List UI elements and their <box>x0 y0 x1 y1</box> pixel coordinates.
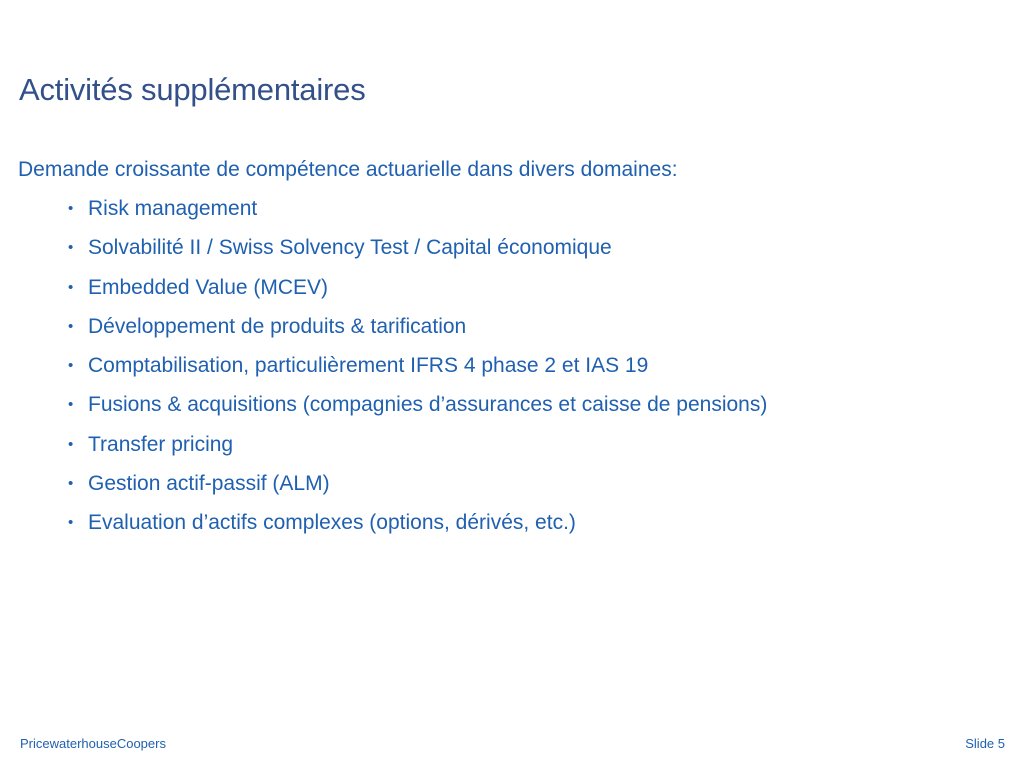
bullet-icon: • <box>68 239 74 257</box>
list-item <box>68 354 767 393</box>
bullet-icon: • <box>68 278 74 296</box>
list-item <box>68 236 767 275</box>
list-item <box>68 315 767 354</box>
list-item-text: Comptabilisation, particulièrement IFRS 4 phase 2 et IAS 19 <box>88 354 649 378</box>
list-item <box>68 433 767 472</box>
list-item-text: Evaluation d’actifs complexes (options, dérivés, etc.) <box>88 511 576 535</box>
list-item-text: Gestion actif-passif (ALM) <box>88 472 330 496</box>
footer-company: PricewaterhouseCoopers <box>20 736 166 751</box>
bullet-list <box>68 197 767 551</box>
list-item <box>68 511 767 550</box>
bullet-icon: • <box>68 396 74 414</box>
slide-title: Activités supplémentaires <box>19 72 366 107</box>
footer-slide-number: Slide 5 <box>965 736 1005 751</box>
list-item <box>68 276 767 315</box>
list-item-text: Transfer pricing <box>88 432 234 456</box>
list-item-text: Solvabilité II / Swiss Solvency Test / Capital économique <box>88 236 612 260</box>
list-item-text: Risk management <box>88 197 258 220</box>
list-item-text: Embedded Value (MCEV) <box>88 275 329 299</box>
bullet-icon: • <box>68 200 74 217</box>
bullet-icon: • <box>68 514 74 532</box>
list-item <box>68 197 767 236</box>
list-item <box>68 393 767 432</box>
bullet-icon: • <box>68 317 74 335</box>
list-item-text: Développement de produits & tarification <box>88 314 467 338</box>
bullet-icon: • <box>68 475 74 493</box>
list-item-text: Fusions & acquisitions (compagnies d’assurances et caisse de pensions) <box>88 393 768 417</box>
list-item <box>68 472 767 511</box>
intro-text: Demande croissante de compétence actuarielle dans divers domaines: <box>18 158 678 181</box>
bullet-icon: • <box>68 357 74 375</box>
bullet-icon: • <box>68 435 74 453</box>
